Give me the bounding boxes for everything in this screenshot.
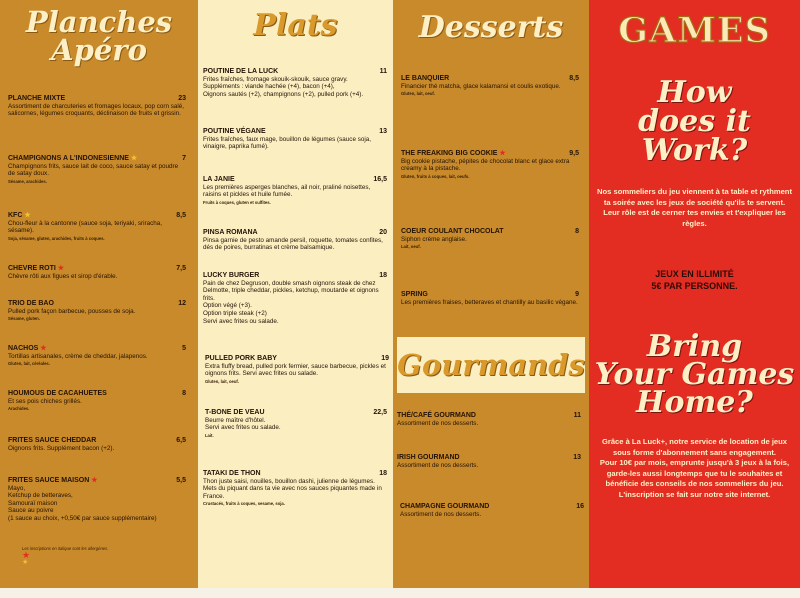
item-price: 20 — [379, 229, 387, 236]
item-name: POUTINE DE LA LUCK — [203, 68, 279, 75]
item-name: TRIO DE BAO — [8, 300, 54, 307]
menu-item — [8, 95, 186, 118]
item-name: CHEVRE ROTI — [8, 265, 56, 272]
item-allergens: Crustacés, fruits à coques, sesame, soja. — [203, 501, 285, 507]
bring-line1: Bring — [646, 329, 743, 364]
item-desc: Assortiment de nos desserts. — [397, 419, 479, 427]
item-price: 16 — [576, 503, 584, 510]
unlimited-line1: JEUX EN ILLIMITÉ — [655, 269, 734, 279]
star-icon: ★ — [57, 265, 65, 272]
footnote-text: Les inscriptions en italique sont les allergènes. — [22, 546, 109, 551]
item-desc: Frites fraîches, fromage skouik-skouik, sauce gravy. Suppléments : viande hachée (+4), bacon (+4), Oignons sautés (+2), champignons (+2), pulled pork (+4). — [203, 75, 364, 98]
item-name: TATAKI DE THON — [203, 470, 261, 477]
item-name: POUTINE VÉGANE — [203, 128, 266, 135]
item-allergens: Lait. — [205, 432, 214, 438]
item-desc: Et ses pois chiches grillés. — [8, 397, 82, 405]
menu-item — [8, 212, 186, 241]
item-allergens: Arachides. — [8, 406, 30, 412]
item-desc: Siphon crème anglaise. — [401, 235, 467, 243]
item-price: 8,5 — [569, 75, 579, 82]
menu-item — [8, 390, 186, 411]
menu-item — [205, 409, 387, 438]
menu-item — [8, 345, 186, 366]
menu-item — [401, 291, 579, 306]
item-name: KFC — [8, 212, 23, 219]
menu-item — [397, 412, 581, 427]
item-desc: Assortiment de charcuteries et fromages locaux, pop corn salé, salicornes, légumes croquants, déclinaison de fruits et grissin. — [8, 102, 185, 118]
bring-text: Grâce à La Luck+, notre service de location de jeux sous forme d'abonnement sans engagement. Pour 10€ par mois, emprunte jusqu'à 3 jeux à la fois, garde-les aussi longtemps que tu le souhaites et bénéficie des conseils de nos sommeliers du jeu. L'inscription se fait sur notre site internet. — [599, 437, 790, 499]
menu-item — [203, 272, 387, 325]
bring-line3: Home? — [636, 385, 753, 420]
games-column — [589, 0, 800, 588]
gourmands-panel — [397, 337, 585, 393]
planches-title — [0, 5, 198, 67]
games-title: GAMES — [618, 10, 771, 51]
item-allergens: Gluten, lait, oeuf. — [205, 378, 239, 384]
item-price: 9,5 — [569, 150, 579, 157]
planches-title-line1: Planches — [25, 5, 173, 39]
item-name: PLANCHE MIXTE — [8, 95, 66, 102]
star-icon: ★ — [91, 477, 98, 484]
item-price: 9 — [575, 291, 579, 298]
gourmands-title: Gourmands — [397, 348, 585, 382]
item-price: 8,5 — [176, 212, 186, 219]
item-name: NACHOS — [8, 345, 39, 352]
item-price: 23 — [178, 95, 186, 102]
vegetarian-star-icon: ★ — [22, 559, 29, 566]
how-line1: How — [657, 75, 732, 110]
item-desc: Thon juste saisi, nouilles, bouillon dashi, julienne de légumes. Mets du piquant dans ta vie avec nos sauces piquantes made in France. — [203, 477, 382, 500]
vegetarian-star-icon: ★ — [130, 155, 138, 162]
menu-item — [203, 68, 387, 98]
item-price: 12 — [178, 300, 186, 307]
item-desc: Financier thé matcha, glace kalamansi et coulis exotique. — [401, 82, 561, 90]
item-allergens: Soja, sésame, gluten, arachides, fruits à coques. — [8, 235, 105, 241]
item-desc: Assortiment de nos desserts. — [397, 461, 479, 469]
item-desc: Mayo, Ketchup de betteraves, Samouraï maison Sauce au poivre (1 sauce au choix, +0,50€ par sauce supplémentaire) — [8, 484, 157, 522]
item-desc: Oignons frits. Supplément bacon (+2). — [8, 444, 115, 452]
item-price: 16,5 — [373, 176, 387, 183]
footnote — [22, 546, 192, 551]
menu-item — [8, 265, 186, 280]
menu-item — [8, 437, 186, 452]
item-price: 8 — [182, 390, 186, 397]
item-allergens: Sésame, gluten. — [8, 316, 40, 322]
item-name: THE FREAKING BIG COOKIE — [401, 150, 498, 157]
item-price: 11 — [573, 412, 581, 419]
item-price: 13 — [379, 128, 387, 135]
menu-item — [203, 229, 387, 252]
item-name: FRITES SAUCE MAISON — [8, 477, 90, 484]
item-price: 18 — [379, 470, 387, 477]
bottom-strip — [0, 588, 800, 598]
item-price: 18 — [379, 272, 387, 279]
item-name: HOUMOUS DE CACAHUETES — [8, 390, 107, 397]
item-desc: Pain de chez Degruson, double smash oignons steak de chez Delmotte, triple cheddar, pickles, ketchup, moutarde et oignons frits. Option végé (+3). Option triple steak (+2) Servi avec frites ou salade. — [203, 279, 379, 325]
menu-item — [400, 503, 584, 518]
item-name: LA JANIE — [203, 176, 235, 183]
item-desc: Frites fraîches, faux mage, bouillon de légumes (sauce soja, vinaigre, paprika fumé). — [203, 135, 372, 151]
item-price: 5 — [182, 345, 186, 352]
item-name: PINSA ROMANA — [203, 229, 258, 236]
item-desc: Chou-fleur à la cantonne (sauce soja, teriyaki, sriracha, sésame). — [8, 219, 163, 235]
item-price: 7 — [182, 155, 186, 162]
item-price: 5,5 — [176, 477, 186, 484]
menu-item — [203, 470, 387, 506]
item-name: SPRING — [401, 291, 428, 298]
item-price: 22,5 — [373, 409, 387, 416]
item-desc: Chèvre rôti aux figues et sirop d'érable. — [8, 272, 118, 280]
how-line2: does it — [638, 104, 751, 139]
menu-item — [203, 176, 387, 205]
item-desc: Big cookie pistache, pépites de chocolat blanc et glace extra creamy à la pistache. — [401, 157, 570, 173]
star-icon: ★ — [40, 345, 47, 352]
menu-item — [8, 477, 186, 523]
star-icon: ★ — [499, 150, 506, 157]
item-name: LUCKY BURGER — [203, 272, 260, 279]
item-price: 13 — [573, 454, 581, 461]
menu-item — [8, 155, 186, 184]
item-name: CHAMPAGNE GOURMAND — [400, 503, 490, 510]
item-price: 6,5 — [176, 437, 186, 444]
item-price: 19 — [381, 355, 389, 362]
item-name: IRISH GOURMAND — [397, 454, 460, 461]
item-desc: Pinsa garnie de pesto amande persil, roquette, tomates confites, dés de poires, burratinas et crème balsamique. — [203, 236, 383, 252]
plats-title: Plats — [253, 8, 338, 43]
item-name: THÉ/CAFÉ GOURMAND — [397, 412, 476, 419]
how-line3: Work? — [641, 133, 748, 168]
how-title — [589, 75, 800, 168]
menu-item — [203, 128, 387, 151]
item-allergens: Gluten, lait, oeuf. — [401, 91, 435, 97]
planches-title-line2: Apéro — [51, 33, 147, 67]
plats-column — [198, 0, 393, 588]
menu-item — [401, 228, 579, 249]
item-allergens: Fruits à coques, gluten et sulfites. — [203, 199, 271, 205]
planches-column — [0, 0, 198, 588]
item-name: CHAMPIGNONS A L'INDONESIENNE — [8, 155, 129, 162]
item-allergens: Sésame, arachides. — [8, 178, 47, 184]
desserts-title: Desserts — [418, 10, 564, 45]
item-name: T-BONE DE VEAU — [205, 409, 265, 416]
menu-item — [205, 355, 389, 384]
item-allergens: Gluten, fruits à coques, lait, oeufs. — [401, 173, 470, 179]
item-desc: Pulled pork façon barbecue, pousses de soja. — [8, 307, 136, 315]
menu-item — [401, 150, 579, 179]
menu-item — [401, 75, 579, 96]
item-desc: Tortillas artisanales, crème de cheddar, jalapenos. — [8, 352, 148, 360]
footnote-stars — [22, 551, 30, 567]
item-desc: Extra fluffy bread, pulled pork fermier, sauce barbecue, pickles et oignons frits. Servi avec frites ou salade. — [205, 362, 386, 378]
item-price: 7,5 — [176, 265, 186, 272]
bring-line2: Your Games — [594, 357, 795, 392]
unlimited-line2: 5€ PAR PERSONNE. — [651, 281, 738, 291]
vegetarian-star-icon: ★ — [24, 212, 31, 219]
item-desc: Assortiment de nos desserts. — [400, 510, 482, 518]
item-price: 8 — [575, 228, 579, 235]
menu-item — [397, 454, 581, 469]
item-desc: Beurre maître d'hôtel. Servi avec frites ou salade. — [205, 416, 281, 432]
item-name: FRITES SAUCE CHEDDAR — [8, 437, 97, 444]
item-name: PULLED PORK BABY — [205, 355, 277, 362]
unlimited-offer — [595, 268, 794, 292]
how-text: Nos sommeliers du jeu viennent à ta table et rythment ta soirée avec les jeux de société qu'ils te servent. Leur rôle est de cerner tes envies et t'expliquer les règles. — [597, 187, 792, 228]
item-price: 11 — [379, 68, 387, 75]
item-desc: Les premières asperges blanches, ail noir, praliné noisettes, raisins et pickles et huile fumée. — [203, 183, 371, 199]
bring-title — [589, 329, 800, 420]
item-desc: Les premières fraises, betteraves et chantilly au basilic végane. — [401, 298, 578, 306]
item-allergens: Gluten, lait, céréales. — [8, 361, 50, 367]
desserts-column — [393, 0, 589, 588]
menu-item — [8, 300, 186, 321]
star-icon: ★ — [22, 550, 31, 560]
item-desc: Champignons frits, sauce lait de coco, sauce satay et poudre de satay doux. — [8, 162, 179, 178]
item-allergens: Lait, oeuf. — [401, 244, 421, 250]
item-name: COEUR COULANT CHOCOLAT — [401, 228, 504, 235]
item-name: LE BANQUIER — [401, 75, 450, 82]
